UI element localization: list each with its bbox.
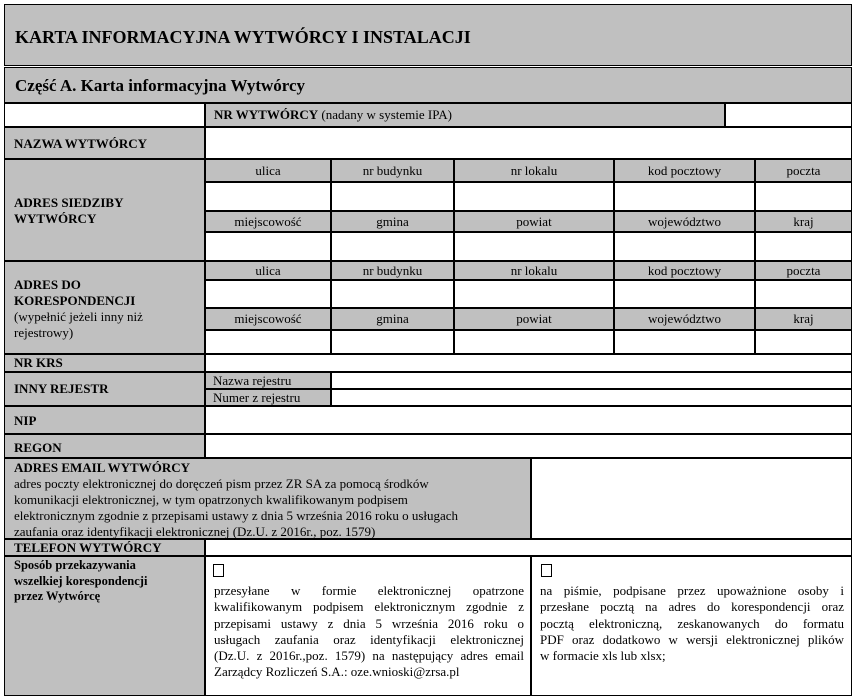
adres-korespondencji-label-cell (4, 261, 205, 354)
nr-wytworcy-label: NR WYTWÓRCY (214, 107, 319, 122)
siedziba-ulica-header: ulica (205, 159, 331, 182)
nr-krs-field[interactable] (205, 354, 852, 372)
option-paper-line-1: na piśmie, podpisane przez upoważnione osoby i (540, 583, 844, 598)
koresp-ulica-header: ulica (205, 261, 331, 280)
koresp-kraj-header: kraj (755, 308, 852, 330)
option-electronic-line-5: (Dz.U. z 2016r.,poz. 1579) na następujący adres email (214, 648, 524, 664)
option-electronic-line-6: Zarządcy Rozliczeń S.A.: oze.wnioski@zrsa.pl (214, 664, 460, 680)
siedziba-miejscowosc-field[interactable] (205, 232, 331, 261)
option-paper-line-5: w formacie xls lub xlsx; (540, 648, 666, 664)
nr-wytworcy-spacer (4, 103, 205, 127)
regon-label-cell (4, 434, 205, 458)
nip-label-cell (4, 406, 205, 434)
koresp-nr-lokalu-field[interactable] (454, 280, 614, 308)
siedziba-powiat-field[interactable] (454, 232, 614, 261)
inny-rejestr-label: INNY REJESTR (14, 381, 109, 396)
nip-label: NIP (14, 413, 37, 428)
koresp-nr-lokalu-header: nr lokalu (454, 261, 614, 280)
section-a-row (4, 67, 852, 103)
nr-krs-label-cell (4, 354, 205, 372)
nazwa-rejestru-label: Nazwa rejestru (213, 373, 292, 388)
koresp-miejscowosc-header: miejscowość (205, 308, 331, 330)
email-desc-3: elektronicznym zgodnie z przepisami ustawy z dnia 5 września 2016 roku o usługach (14, 508, 459, 523)
option-electronic-line-2: kwalifikowanym podpisem elektronicznym zgodnie z (214, 599, 524, 615)
email-label: ADRES EMAIL WYTWÓRCY (14, 460, 191, 475)
koresp-poczta-header: poczta (755, 261, 852, 280)
option-paper-checkbox[interactable] (541, 564, 552, 577)
koresp-nr-budynku-field[interactable] (331, 280, 454, 308)
email-desc-4: zaufania oraz identyfikacji elektronicznej (Dz.U. z 2016r., poz. 1579) (14, 524, 376, 539)
nazwa-rejestru-label-cell (205, 372, 331, 389)
sposob-label-3: przez Wytwórcę (14, 589, 101, 603)
inny-rejestr-label-cell (4, 372, 205, 406)
siedziba-gmina-header: gmina (331, 211, 454, 232)
nip-field[interactable] (205, 406, 852, 434)
telefon-label: TELEFON WYTWÓRCY (14, 540, 162, 555)
koresp-ulica-field[interactable] (205, 280, 331, 308)
email-field[interactable] (531, 458, 852, 539)
nazwa-wytworcy-label-cell (4, 127, 205, 159)
option-electronic-cell (205, 556, 531, 696)
option-paper-cell (531, 556, 852, 696)
option-electronic-line-1: przesyłane w formie elektronicznej opatrzone (214, 583, 524, 598)
siedziba-gmina-field[interactable] (331, 232, 454, 261)
sposob-label-cell (4, 556, 205, 696)
siedziba-powiat-header: powiat (454, 211, 614, 232)
nazwa-rejestru-field[interactable] (331, 372, 852, 389)
koresp-kod-pocztowy-header: kod pocztowy (614, 261, 755, 280)
nr-krs-label: NR KRS (14, 355, 63, 370)
adres-korespondencji-note-2: rejestrowy) (14, 325, 74, 340)
koresp-poczta-field[interactable] (755, 280, 852, 308)
siedziba-miejscowosc-header: miejscowość (205, 211, 331, 232)
adres-siedziby-label-1: ADRES SIEDZIBY (14, 195, 124, 210)
telefon-label-cell (4, 539, 205, 556)
siedziba-nr-lokalu-field[interactable] (454, 182, 614, 211)
nazwa-wytworcy-label: NAZWA WYTWÓRCY (14, 136, 148, 151)
koresp-gmina-field[interactable] (331, 330, 454, 354)
adres-korespondencji-label-2: KORESPONDENCJI (14, 293, 136, 308)
koresp-nr-budynku-header: nr budynku (331, 261, 454, 280)
siedziba-poczta-header: poczta (755, 159, 852, 182)
sposob-label-2: wszelkiej korespondencji (14, 573, 148, 588)
nazwa-wytworcy-field[interactable] (205, 127, 852, 159)
koresp-powiat-field[interactable] (454, 330, 614, 354)
siedziba-wojewodztwo-field[interactable] (614, 232, 755, 261)
nr-wytworcy-field[interactable] (725, 103, 852, 127)
siedziba-kraj-header: kraj (755, 211, 852, 232)
siedziba-nr-budynku-field[interactable] (331, 182, 454, 211)
form-title: KARTA INFORMACYJNA WYTWÓRCY I INSTALACJI (15, 27, 471, 47)
option-electronic-line-3: przepisami ustawy z dnia 5 września 2016 roku o (214, 615, 524, 631)
numer-rejestru-field[interactable] (331, 389, 852, 406)
telefon-field[interactable] (205, 539, 852, 556)
adres-siedziby-label-cell (4, 159, 205, 261)
adres-siedziby-label-2: WYTWÓRCY (14, 211, 97, 226)
koresp-powiat-header: powiat (454, 308, 614, 330)
koresp-wojewodztwo-field[interactable] (614, 330, 755, 354)
siedziba-wojewodztwo-header: województwo (614, 211, 755, 232)
siedziba-ulica-field[interactable] (205, 182, 331, 211)
adres-korespondencji-note-1: (wypełnić jeżeli inny niż (14, 309, 143, 324)
koresp-miejscowosc-field[interactable] (205, 330, 331, 354)
section-a-title: Część A. Karta informacyjna Wytwórcy (15, 76, 306, 95)
regon-field[interactable] (205, 434, 852, 458)
title-row (4, 4, 852, 66)
siedziba-kod-pocztowy-field[interactable] (614, 182, 755, 211)
numer-rejestru-label-cell (205, 389, 331, 406)
koresp-kod-pocztowy-field[interactable] (614, 280, 755, 308)
email-desc-2: komunikacji elektronicznej, w tym opatrzonych kwalifikowanym podpisem (14, 492, 408, 507)
siedziba-kraj-field[interactable] (755, 232, 852, 261)
siedziba-nr-budynku-header: nr budynku (331, 159, 454, 182)
email-label-cell (4, 458, 531, 539)
siedziba-nr-lokalu-header: nr lokalu (454, 159, 614, 182)
option-paper-line-3: pocztą elektroniczną, zeskanowanych do formatu (540, 615, 844, 631)
siedziba-poczta-field[interactable] (755, 182, 852, 211)
option-paper-line-4: PDF oraz dodatkowo w wersji elektronicznej plików (540, 631, 844, 647)
regon-label: REGON (14, 440, 62, 455)
email-desc-1: adres poczty elektronicznej do doręczeń pism przez ZR SA za pomocą środków (14, 476, 429, 491)
option-electronic-checkbox[interactable] (213, 564, 224, 577)
adres-korespondencji-label-1: ADRES DO (14, 277, 81, 292)
numer-rejestru-label: Numer z rejestru (213, 390, 301, 405)
siedziba-kod-pocztowy-header: kod pocztowy (614, 159, 755, 182)
nr-wytworcy-note: (nadany w systemie IPA) (321, 107, 452, 122)
koresp-kraj-field[interactable] (755, 330, 852, 354)
option-electronic-line-4: usługach zaufania oraz identyfikacji elektronicznej (214, 631, 524, 647)
koresp-gmina-header: gmina (331, 308, 454, 330)
sposob-label-1: Sposób przekazywania (14, 558, 136, 572)
nr-wytworcy-label-cell (205, 103, 725, 127)
koresp-wojewodztwo-header: województwo (614, 308, 755, 330)
option-paper-line-2: przesłane pocztą na adres do korespondencji oraz (540, 599, 844, 615)
